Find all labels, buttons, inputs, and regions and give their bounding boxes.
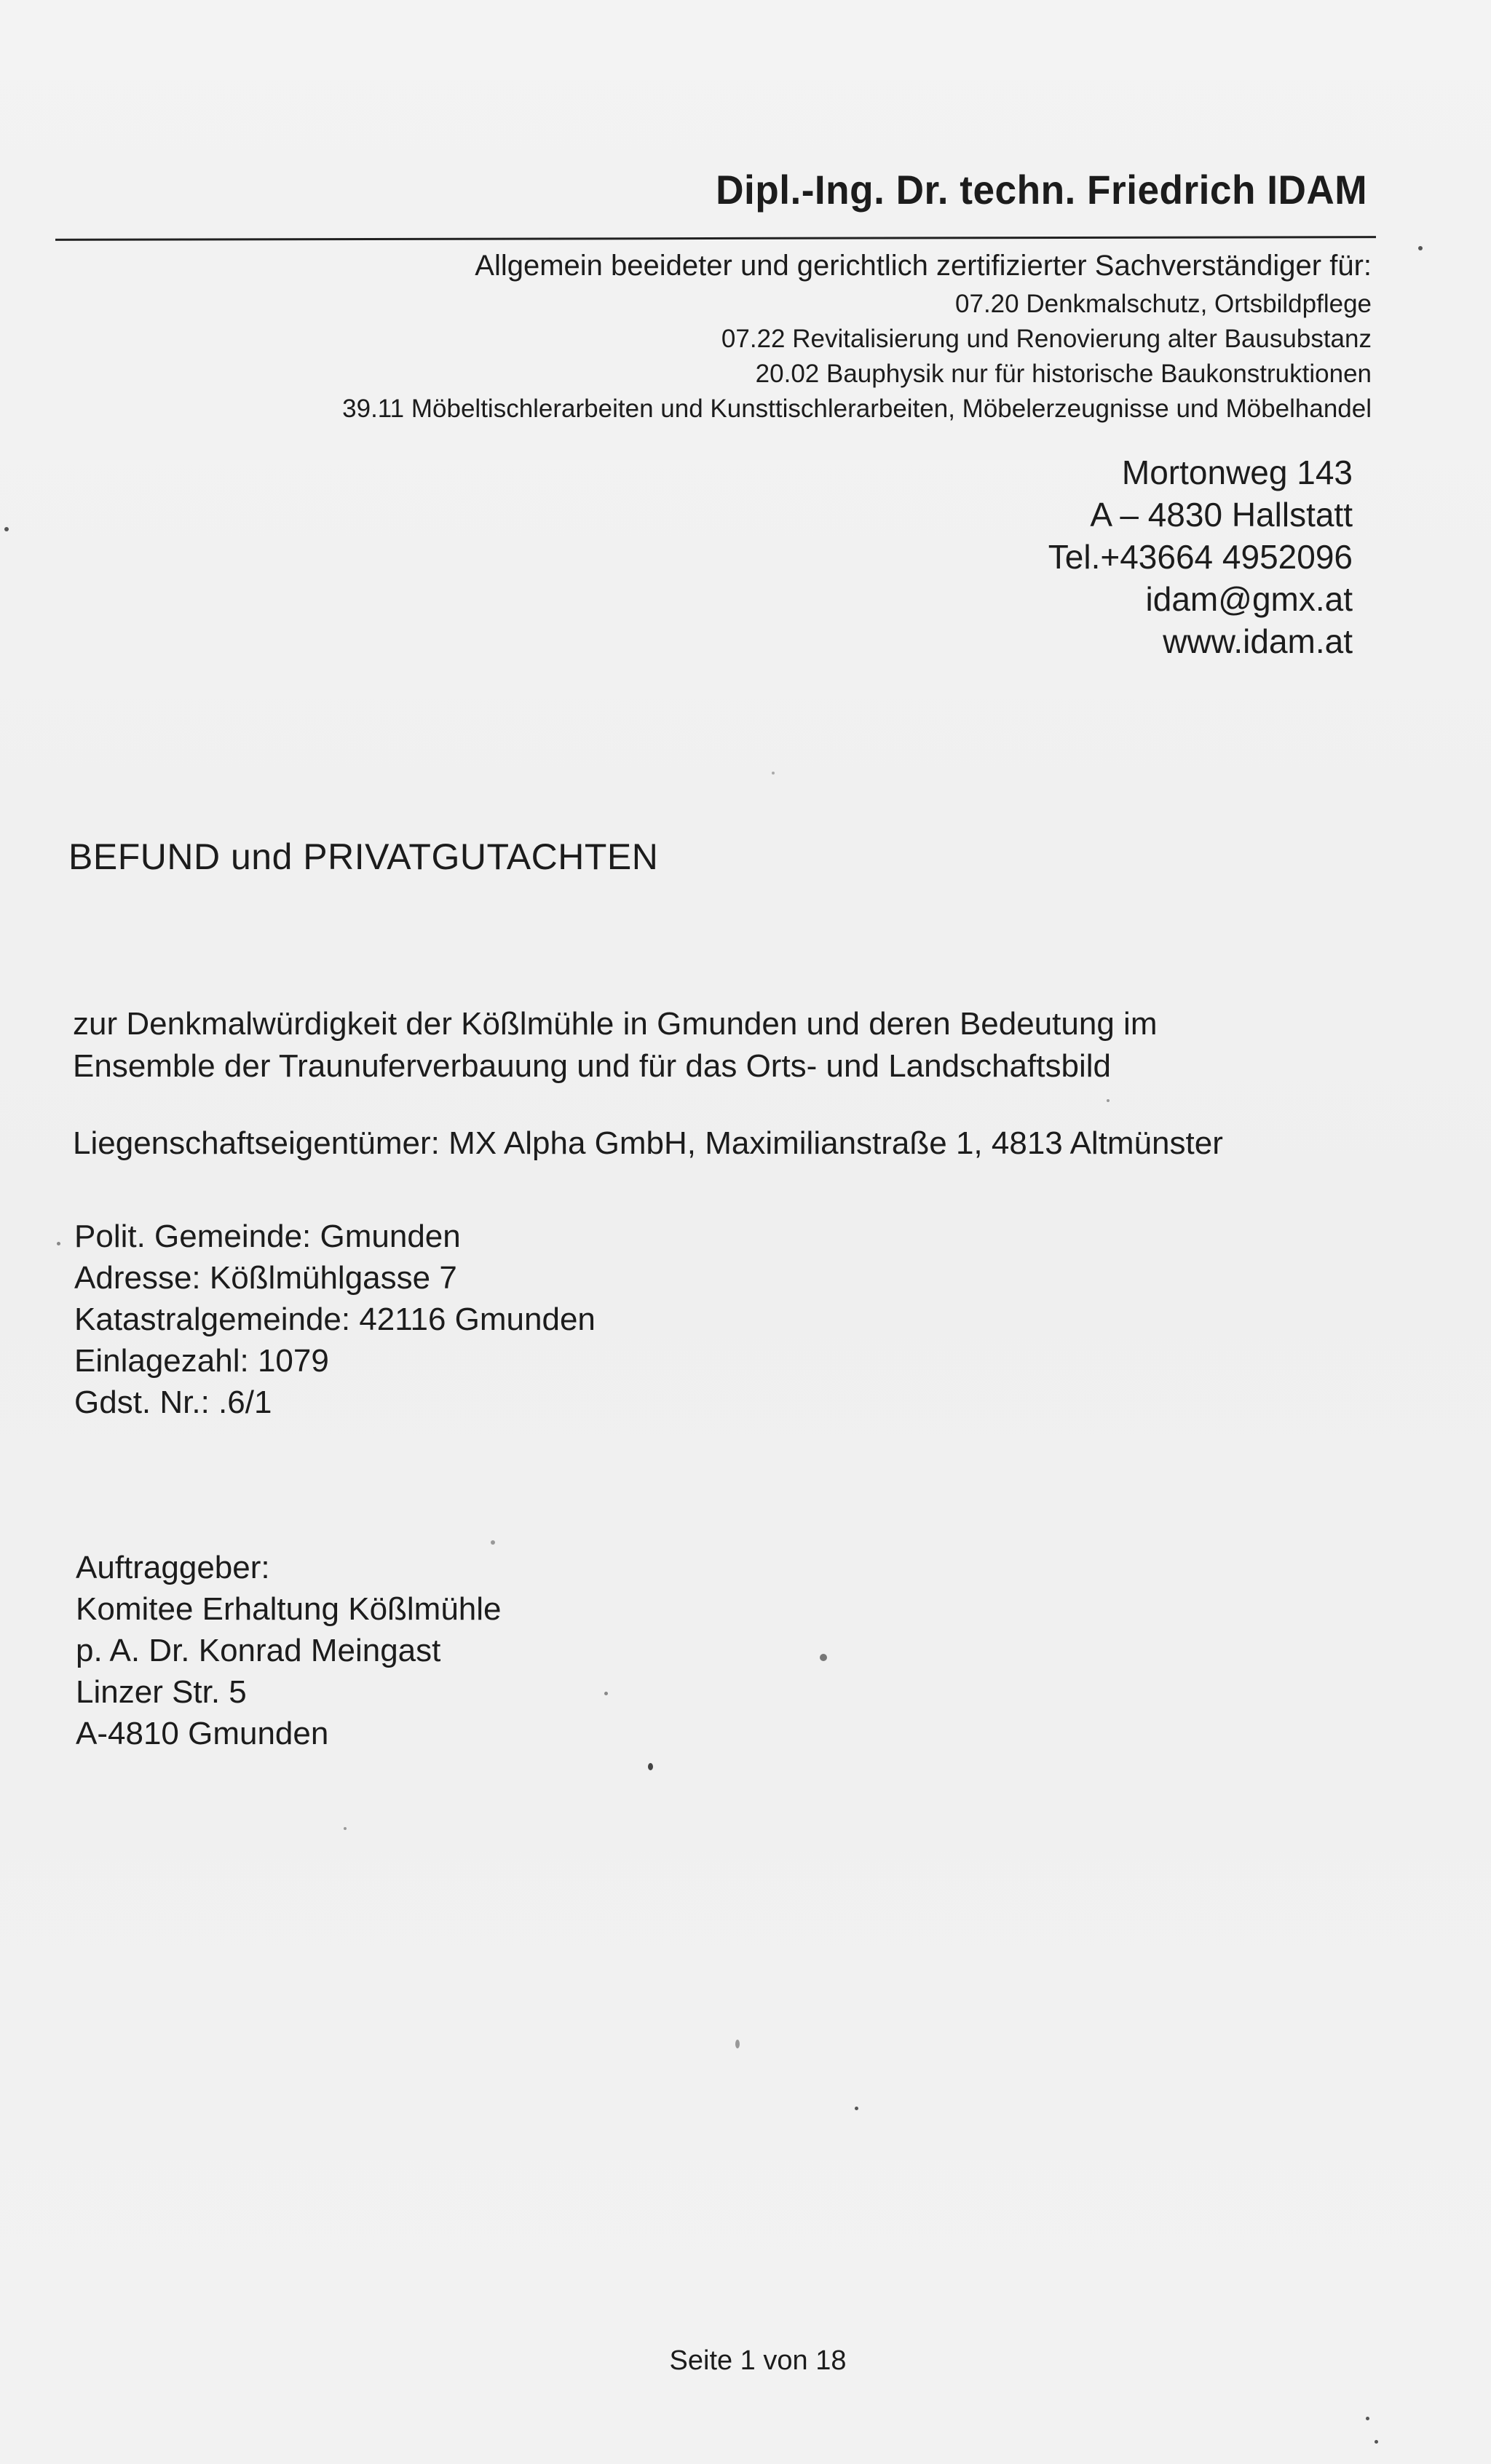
scan-speck — [1418, 246, 1423, 250]
certification-intro: Allgemein beeideter und gerichtlich zertifizierter Sachverständiger für: — [475, 250, 1372, 282]
header-divider — [55, 236, 1376, 241]
certification-block — [342, 246, 1372, 427]
scan-speck — [820, 1654, 827, 1661]
scan-speck — [4, 527, 9, 531]
subject-line: zur Denkmalwürdigkeit der Kößlmühle in Gmunden und deren Bedeutung im — [73, 1006, 1158, 1042]
scan-speck — [344, 1827, 347, 1830]
client-organization: Komitee Erhaltung Kößlmühle — [76, 1591, 502, 1627]
document-subject — [73, 1003, 1157, 1088]
property-plot-number: Gdst. Nr.: .6/1 — [74, 1384, 272, 1420]
client-label: Auftraggeber: — [76, 1550, 270, 1585]
scan-speck — [735, 2040, 740, 2048]
scan-speck — [491, 1540, 495, 1545]
property-owner: Liegenschaftseigentümer: MX Alpha GmbH, Maximilianstraße 1, 4813 Altmünster — [73, 1125, 1223, 1161]
scan-speck — [1375, 2440, 1378, 2444]
client-block — [76, 1547, 502, 1754]
contact-city: A – 4830 Hallstatt — [1090, 496, 1353, 534]
scan-speck — [604, 1692, 608, 1695]
property-address: Adresse: Kößlmühlgasse 7 — [74, 1260, 457, 1296]
property-details — [74, 1216, 596, 1423]
client-street: Linzer Str. 5 — [76, 1674, 247, 1710]
document-title: BEFUND und PRIVATGUTACHTEN — [68, 836, 659, 877]
property-cadastral: Katastralgemeinde: 42116 Gmunden — [74, 1302, 596, 1337]
client-contact: p. A. Dr. Konrad Meingast — [76, 1633, 441, 1668]
contact-email: idam@gmx.at — [1145, 580, 1353, 618]
contact-phone: Tel.+43664 4952096 — [1048, 538, 1353, 576]
scan-speck — [1366, 2417, 1369, 2420]
certification-line: 20.02 Bauphysik nur für historische Baukonstruktionen — [755, 360, 1372, 388]
scan-speck — [57, 1242, 60, 1245]
scan-speck — [855, 2107, 858, 2110]
scan-speck — [772, 772, 775, 775]
scan-speck — [1107, 1099, 1110, 1102]
certification-line: 39.11 Möbeltischlerarbeiten und Kunsttischlerarbeiten, Möbelerzeugnisse und Möbelhandel — [342, 395, 1372, 423]
client-city: A-4810 Gmunden — [76, 1716, 329, 1751]
page-footer — [0, 2345, 1491, 2377]
certification-line: 07.22 Revitalisierung und Renovierung alter Bausubstanz — [721, 325, 1372, 353]
contact-block — [1048, 451, 1353, 662]
certification-line: 07.20 Denkmalschutz, Ortsbildpflege — [955, 290, 1372, 318]
subject-line: Ensemble der Traunuferverbauung und für das Orts- und Landschaftsbild — [73, 1048, 1111, 1084]
author-name: Dipl.-Ing. Dr. techn. Friedrich IDAM — [716, 167, 1367, 213]
page-number: Seite 1 von 18 — [669, 2345, 847, 2376]
contact-website: www.idam.at — [1163, 622, 1353, 660]
scan-speck — [648, 1763, 653, 1770]
property-deposit-number: Einlagezahl: 1079 — [74, 1343, 329, 1379]
contact-street: Mortonweg 143 — [1121, 453, 1353, 491]
property-municipality: Polit. Gemeinde: Gmunden — [74, 1219, 461, 1254]
